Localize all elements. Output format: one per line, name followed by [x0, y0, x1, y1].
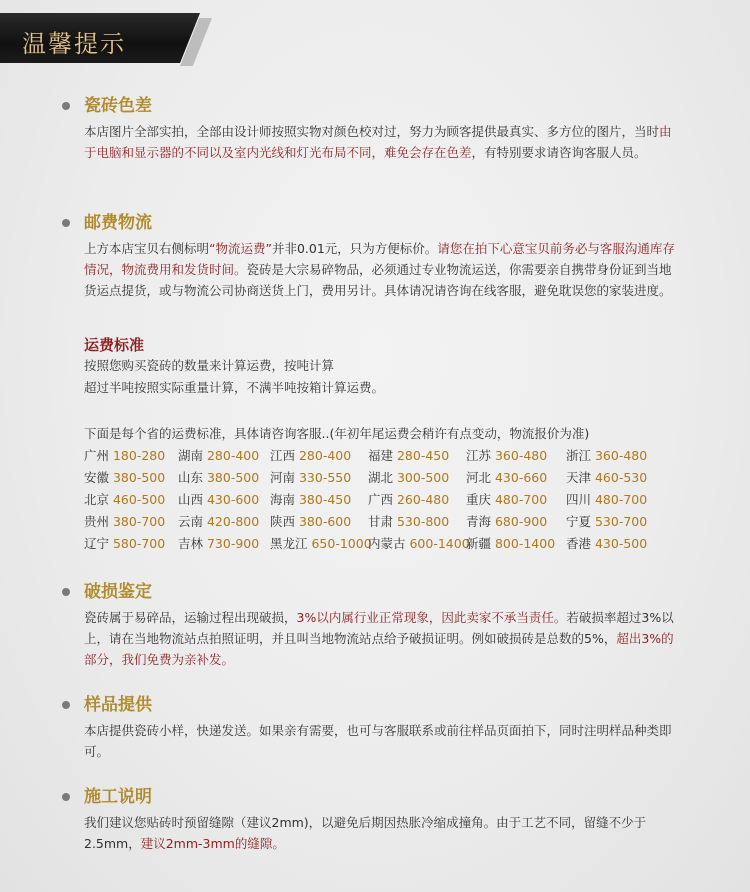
province-name: 新疆: [466, 536, 495, 551]
section-damage: [62, 581, 682, 670]
section-text: 我们建议您贴砖时预留缝隙（建议2mm)，以避免后期因热胀冷缩成撞角。由于工艺不同，留缝不少于2.5mm，建议2mm-3mm的缝隙。: [84, 815, 647, 851]
province-name: 青海: [466, 514, 495, 529]
province-name: 江苏: [466, 448, 495, 463]
rate-cell: [178, 490, 259, 508]
rate-cell: [84, 512, 165, 530]
rate-cell: [270, 534, 372, 552]
page-title: 温馨提示: [22, 30, 126, 58]
province-name: 安徽: [84, 470, 113, 485]
rate-cell: [368, 468, 449, 486]
province-name: 浙江: [566, 448, 595, 463]
rate-cell: [84, 534, 165, 552]
freight-price: 430-660: [494, 470, 548, 485]
section-text: 本店图片全部实拍，全部由设计师按照实物对颜色校对过，努力为顾客提供最真实、多方位的图片，当时由于电脑和显示器的不同以及室内光线和灯光布局不同，难免会存在色差，有特别要求请咨询客服人员。: [84, 124, 672, 160]
rate-cell: [178, 534, 259, 552]
freight-price: 180-280: [112, 448, 166, 463]
rate-cell: [566, 468, 647, 486]
rate-cell: [84, 490, 165, 508]
freight-price: 480-700: [594, 492, 648, 507]
freight-rule-line: 按照您购买瓷砖的数量来计算运费，按吨计算: [84, 358, 335, 373]
freight-price: 260-480: [396, 492, 450, 507]
section-shipping: [62, 212, 682, 301]
rate-cell: [84, 446, 165, 464]
province-name: 四川: [566, 492, 595, 507]
province-name: 重庆: [466, 492, 495, 507]
freight-price: 480-700: [494, 492, 548, 507]
freight-price: 380-700: [112, 514, 166, 529]
province-name: 云南: [178, 514, 207, 529]
freight-price: 430-500: [594, 536, 648, 551]
freight-price: 680-900: [494, 514, 548, 529]
rate-cell: [270, 490, 351, 508]
province-name: 广西: [368, 492, 397, 507]
rate-cell: [466, 512, 547, 530]
bullet-icon: [62, 102, 70, 110]
freight-price: 380-600: [298, 514, 352, 529]
section-title: 邮费物流: [84, 213, 152, 233]
freight-price: 530-700: [594, 514, 648, 529]
rate-cell: [178, 446, 259, 464]
section-text: 上方本店宝贝右侧标明“物流运费”并非0.01元，只为方便标价。请您在拍下心意宝贝前务必与客服沟通库存情况，物流费用和发货时间。瓷砖是大宗易碎物品，必须通过专业物流运送，你需要亲自携带身份证到当地货运点提货，或与物流公司协商送货上门，费用另计。具体请况请咨询在线客服，避免耽误您的家装进度。: [84, 241, 675, 298]
freight-price: 280-400: [298, 448, 352, 463]
freight-rate-table: [84, 446, 704, 556]
rate-cell: [178, 468, 259, 486]
freight-price: 380-500: [112, 470, 166, 485]
province-name: 甘肃: [368, 514, 397, 529]
province-name: 陕西: [270, 514, 299, 529]
bullet-icon: [62, 219, 70, 227]
rate-row: [84, 468, 704, 490]
province-name: 福建: [368, 448, 397, 463]
section-title: 破损鉴定: [84, 582, 152, 602]
freight-standard-title: 运费标准: [84, 336, 145, 354]
rate-cell: [566, 534, 647, 552]
province-name: 贵州: [84, 514, 113, 529]
rate-cell: [178, 512, 259, 530]
province-name: 北京: [84, 492, 113, 507]
rate-cell: [466, 490, 547, 508]
bullet-icon: [62, 701, 70, 709]
province-name: 宁夏: [566, 514, 595, 529]
freight-price: 460-530: [594, 470, 648, 485]
province-name: 湖南: [178, 448, 207, 463]
rate-cell: [270, 446, 351, 464]
freight-price: 430-600: [206, 492, 260, 507]
rate-cell: [566, 512, 647, 530]
freight-price: 380-450: [298, 492, 352, 507]
rate-row: [84, 534, 704, 556]
rate-cell: [368, 446, 449, 464]
rate-cell: [466, 446, 547, 464]
rate-cell: [566, 490, 647, 508]
bullet-icon: [62, 588, 70, 596]
freight-price: 420-800: [206, 514, 260, 529]
freight-price: 380-500: [206, 470, 260, 485]
province-name: 辽宁: [84, 536, 113, 551]
section-sample: [62, 694, 682, 762]
freight-price: 360-480: [594, 448, 648, 463]
freight-price: 730-900: [206, 536, 260, 551]
section-color-difference: [62, 95, 682, 163]
freight-price: 650-1000: [311, 536, 372, 551]
rate-cell: [368, 534, 470, 552]
freight-rule-line: 超过半吨按照实际重量计算，不满半吨按箱计算运费。: [84, 380, 385, 395]
bullet-icon: [62, 793, 70, 801]
freight-price: 280-400: [206, 448, 260, 463]
province-name: 湖北: [368, 470, 397, 485]
freight-price: 530-800: [396, 514, 450, 529]
province-name: 广州: [84, 448, 113, 463]
rate-row: [84, 446, 704, 468]
province-name: 山东: [178, 470, 207, 485]
freight-price: 300-500: [396, 470, 450, 485]
freight-price: 580-700: [112, 536, 166, 551]
province-name: 河北: [466, 470, 495, 485]
section-title: 样品提供: [84, 695, 152, 715]
section-title: 施工说明: [84, 787, 152, 807]
freight-price: 280-450: [396, 448, 450, 463]
freight-price: 330-550: [298, 470, 352, 485]
province-name: 河南: [270, 470, 299, 485]
rate-cell: [270, 468, 351, 486]
province-name: 海南: [270, 492, 299, 507]
freight-rules: [84, 355, 384, 399]
section-text: 本店提供瓷砖小样，快递发送。如果亲有需要，也可与客服联系或前往样品页面拍下，同时注明样品种类即可。: [84, 723, 672, 759]
section-text: 瓷砖属于易碎品，运输过程出现破损，3%以内属行业正常现象，因此卖家不承当责任。若破损率超过3%以上，请在当地物流站点拍照证明，并且叫当地物流站点给予破损证明。例如破损砖是总数的5%，超出3%的部分，我们免费为亲补发。: [84, 610, 674, 667]
section-title: 瓷砖色差: [84, 96, 152, 116]
province-name: 黑龙江: [270, 536, 312, 551]
freight-price: 460-500: [112, 492, 166, 507]
province-name: 吉林: [178, 536, 207, 551]
freight-price: 360-480: [494, 448, 548, 463]
rate-cell: [368, 512, 449, 530]
rate-cell: [466, 468, 547, 486]
rate-cell: [270, 512, 351, 530]
freight-note: 下面是每个省的运费标准，具体请咨询客服..(年初年尾运费会稍许有点变动，物流报价为准): [84, 426, 590, 441]
rate-cell: [566, 446, 647, 464]
rate-row: [84, 490, 704, 512]
province-name: 内蒙古: [368, 536, 410, 551]
rate-row: [84, 512, 704, 534]
rate-cell: [466, 534, 555, 552]
province-name: 山西: [178, 492, 207, 507]
freight-price: 800-1400: [494, 536, 556, 551]
section-installation: [62, 786, 682, 854]
province-name: 香港: [566, 536, 595, 551]
rate-cell: [84, 468, 165, 486]
province-name: 江西: [270, 448, 299, 463]
freight-price: 600-1400: [409, 536, 470, 551]
rate-cell: [368, 490, 449, 508]
province-name: 天津: [566, 470, 595, 485]
